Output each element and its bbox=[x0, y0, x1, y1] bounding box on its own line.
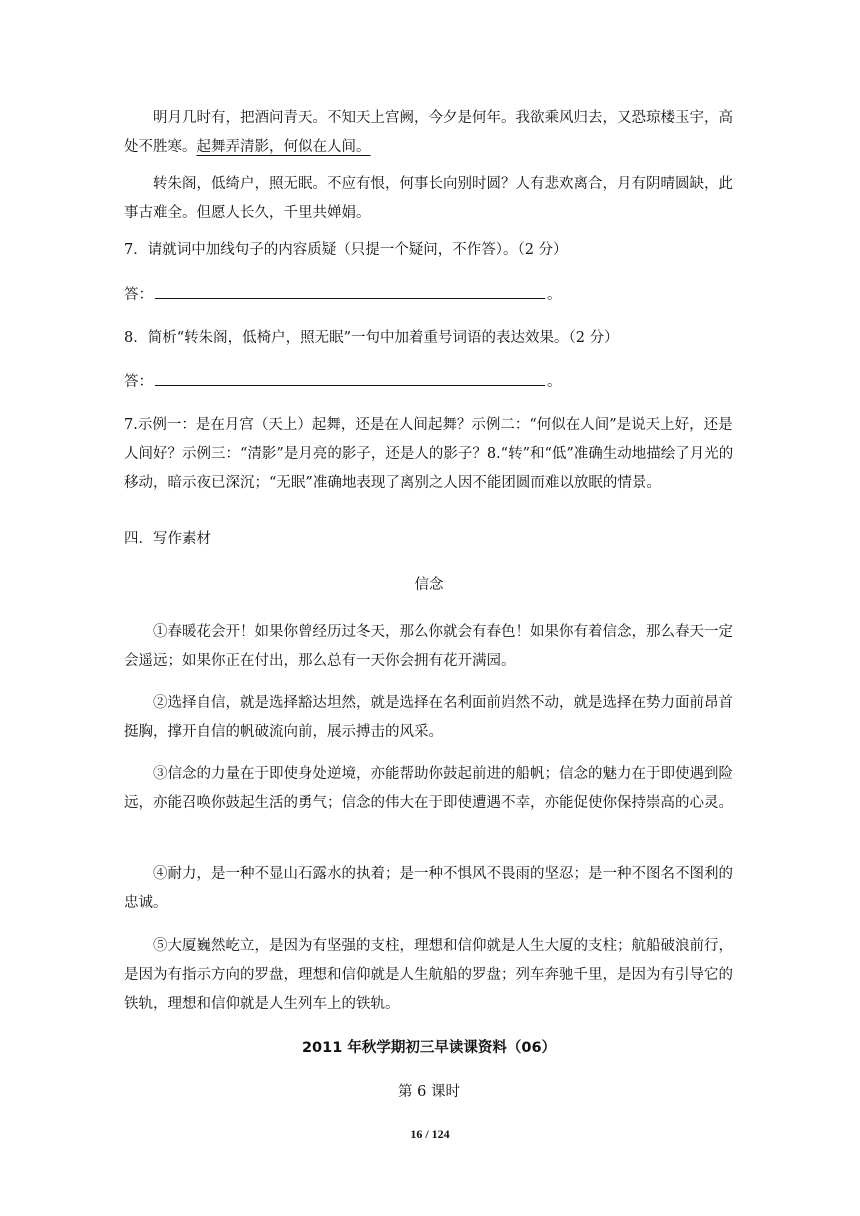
underlined-sentence: 起舞弄清影，何似在人间。 bbox=[196, 139, 371, 155]
question-8: 8．简析“转朱阁，低椅户，照无眠”一句中加着重号词语的表达效果。（2 分） bbox=[124, 330, 619, 346]
answer-end: 。 bbox=[547, 374, 562, 390]
page-number: 16 / 124 bbox=[410, 1127, 450, 1141]
material-item-1: ①春暖花会开！如果你曾经历过冬天，那么你就会有春色！如果你有着信念，那么春天一定会遥远；如果你正在付出，那么总有一天你会拥有花开满园。 bbox=[124, 624, 733, 669]
answer-blank[interactable] bbox=[155, 284, 545, 299]
answer-label: 答： bbox=[124, 374, 153, 390]
answer-line-7 bbox=[124, 281, 744, 310]
section-title: 信念 bbox=[414, 577, 444, 593]
poem-stanza-1 bbox=[124, 104, 744, 162]
next-lesson-title: 2011 年秋学期初三早读课资料（06） bbox=[301, 1040, 557, 1056]
poem-stanza-2: 转朱阁，低绮户，照无眠。不应有恨，何事长向别时圆？人有悲欢离合，月有阴晴圆缺，此事古难全。但愿人长久，千里共婵娟。 bbox=[124, 176, 733, 221]
material-item-4: ④耐力，是一种不显山石露水的执着；是一种不惧风不畏雨的坚忍；是一种不图名不图利的忠诚。 bbox=[124, 866, 733, 911]
reference-answers: 7.示例一：是在月宫（天上）起舞，还是在人间起舞？示例二：“何似在人间”是说天上好，还是人间好？示例三：“清影”是月亮的影子，还是人的影子？8.“转”和“低”准确生动地描绘了月光的移动，暗示夜已深沉；“无眠”准确地表现了离别之人因不能团圆而难以放眠的情景。 bbox=[124, 417, 734, 491]
material-item-2: ②选择自信，就是选择豁达坦然，就是选择在名利面前岿然不动，就是选择在势力面前昂首挺胸，撑开自信的帆破流向前，展示搏击的风采。 bbox=[124, 695, 733, 740]
section-heading: 四．写作素材 bbox=[124, 531, 211, 547]
answer-end: 。 bbox=[547, 287, 562, 303]
answer-blank[interactable] bbox=[155, 371, 545, 386]
poem-stanza-1-text: 明月几时有，把酒问青天。不知天上宫阙，今夕是何年。我欲乘风归去，又恐琼楼玉宇，高处不胜寒。 bbox=[124, 110, 733, 155]
question-7: 7．请就词中加线句子的内容质疑（只提一个疑问，不作答）。（2 分） bbox=[124, 242, 568, 258]
material-item-5: ⑤大厦巍然屹立，是因为有坚强的支柱，理想和信仰就是人生大厦的支柱；航船破浪前行，是因为有指示方向的罗盘，理想和信仰就是人生航船的罗盘；列车奔驰千里，是因为有引导它的铁轨，理想和信仰就是人生列车上的铁轨。 bbox=[124, 938, 733, 1012]
lesson-number: 第 6 课时 bbox=[398, 1084, 460, 1100]
material-item-3: ③信念的力量在于即使身处逆境，亦能帮助你鼓起前进的船帆；信念的魅力在于即使遇到险远，亦能召唤你鼓起生活的勇气；信念的伟大在于即使遭遇不幸，亦能促使你保持崇高的心灵。 bbox=[124, 766, 733, 811]
answer-line-8 bbox=[124, 368, 744, 397]
answer-label: 答： bbox=[124, 287, 153, 303]
